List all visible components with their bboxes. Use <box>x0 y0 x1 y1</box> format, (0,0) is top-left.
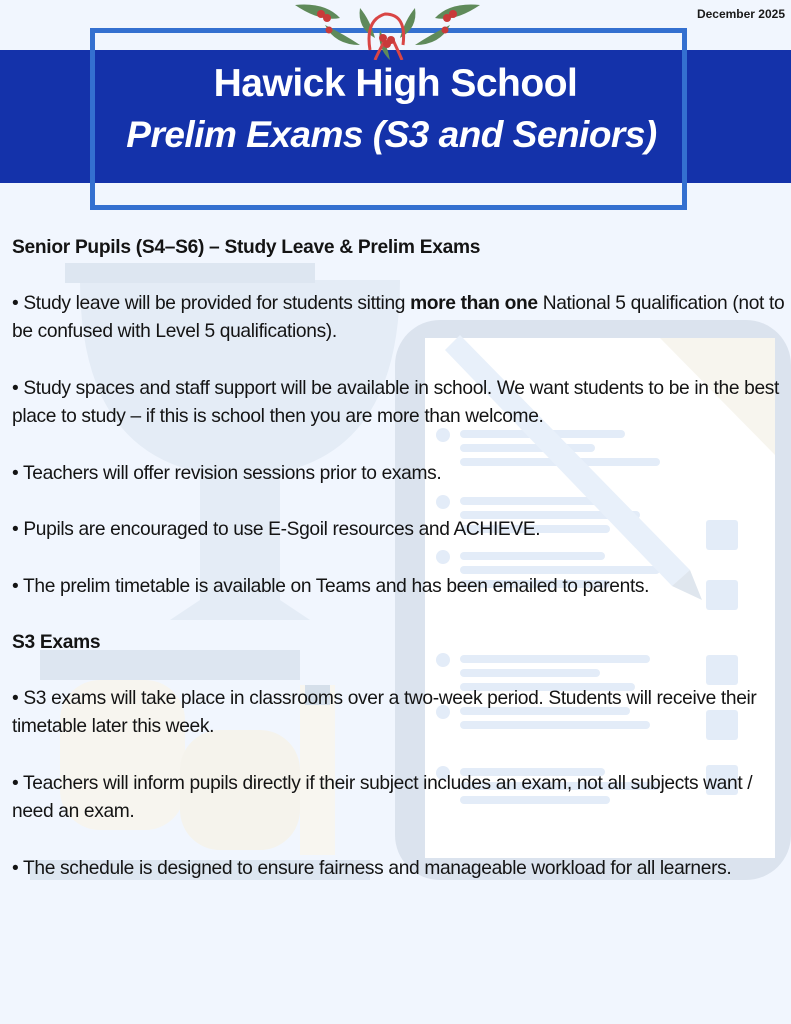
bullet-schedule-fairness: • The schedule is designed to ensure fairness and manageable workload for all learners. <box>12 857 732 879</box>
bullet-text: National 5 qualification (not to be confused with Level 5 qualifications). <box>12 292 785 342</box>
bullet-study-leave <box>12 290 791 347</box>
newsletter-subtitle: Prelim Exams (S3 and Seniors) <box>126 114 657 155</box>
section-heading-s3: S3 Exams <box>12 632 101 653</box>
issue-date: December 2025 <box>696 7 785 21</box>
holly-icon <box>285 0 490 60</box>
bullet-teachers-inform: • Teachers will inform pupils directly if their subject includes an exam, not all subjects want / need an exam. <box>12 772 753 822</box>
newsletter-body <box>12 234 791 883</box>
section-heading-senior: Senior Pupils (S4–S6) – Study Leave & Prelim Exams <box>12 237 481 258</box>
bullet-revision-sessions: • Teachers will offer revision sessions prior to exams. <box>12 462 442 484</box>
bullet-study-spaces: • Study spaces and staff support will be available in school. We want students to be in the best place to study – if this is school then you are more than welcome. <box>12 377 780 427</box>
bullet-s3-exams: • S3 exams will take place in classrooms over a two-week period. Students will receive their timetable later this week. <box>12 687 757 737</box>
bullet-text: • Study leave will be provided for students sitting <box>12 292 411 314</box>
bullet-prelim-timetable: • The prelim timetable is available on Teams and has been emailed to parents. <box>12 575 650 597</box>
bullet-resources: • Pupils are encouraged to use E-Sgoil resources and ACHIEVE. <box>12 519 541 540</box>
bullet-emphasis: more than one <box>410 292 538 314</box>
school-name-title: Hawick High School <box>213 62 578 105</box>
